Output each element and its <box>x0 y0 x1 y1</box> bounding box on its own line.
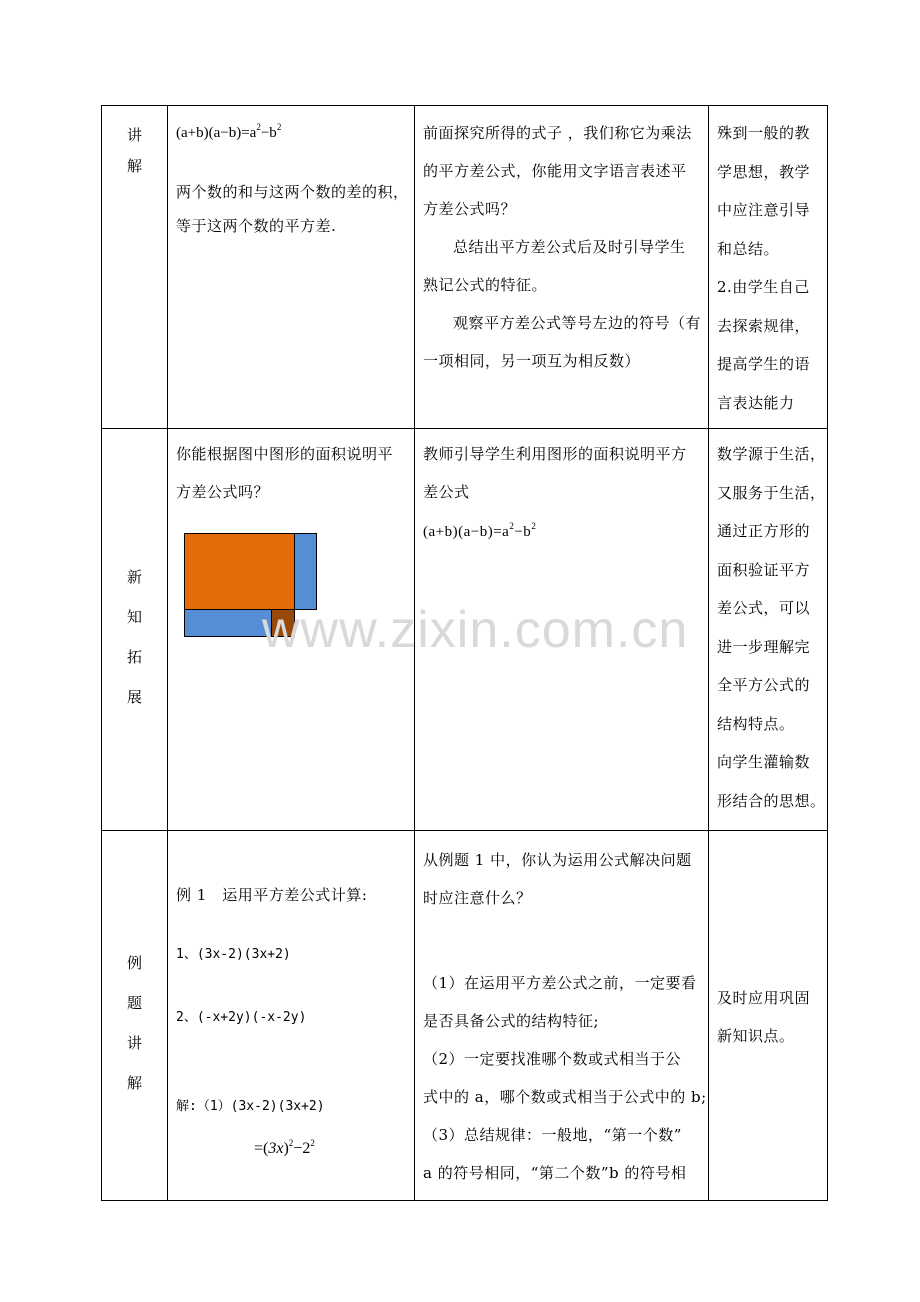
text-line: 一项相同，另一项互为相反数） <box>423 352 641 370</box>
text-line: 和总结。 <box>717 239 780 258</box>
text-line: 面积验证平方 <box>717 560 811 579</box>
text-line: 方差公式吗？ <box>423 200 517 218</box>
text-line: 从例题 1 中，你认为运用公式解决问题 <box>423 851 692 869</box>
text-line: 中应注意引导 <box>717 201 811 219</box>
table-row <box>102 106 828 429</box>
text-line: 2.由学生自己 <box>717 278 810 296</box>
formula: $(a+b)(a-b)=a^2-b^2$ <box>176 122 282 141</box>
text-line: 通过正方形的 <box>717 522 811 540</box>
text-line: 言表达能力 <box>717 393 795 412</box>
text-line: 观察平方差公式等号左边的符号（有 <box>453 314 702 332</box>
stage-cell <box>102 429 168 831</box>
text-line: 差公式，可以 <box>717 599 811 617</box>
corner-square <box>272 610 295 637</box>
bottom-strip <box>185 610 272 637</box>
text-line: 总结出平方差公式后及时引导学生 <box>453 238 686 256</box>
text-line: 前面探究所得的式子 ，我们称它为乘法 <box>423 124 692 142</box>
content-cell <box>168 831 415 1201</box>
teacher-activity-cell <box>415 831 709 1201</box>
table-row <box>102 831 828 1201</box>
text-line: 去探索规律， <box>717 316 811 335</box>
text-line: 进一步理解完 <box>717 637 811 656</box>
text-line: 你能根据图中图形的面积说明平 <box>176 445 394 463</box>
text-line: （3）总结规律：一般地，“第一个数” <box>423 1126 682 1144</box>
stage-char: 讲 <box>126 1034 142 1052</box>
text-line: 时应注意什么？ <box>423 889 532 907</box>
stage-char: 展 <box>126 688 142 706</box>
example-title: 例 1 运用平方差公式计算: <box>176 886 368 904</box>
text-line: 等于这两个数的平方差. <box>176 217 337 235</box>
text-line: 及时应用巩固 <box>717 989 811 1007</box>
design-intent-cell <box>709 831 828 1201</box>
solution-step: $=(3x)^2-2^2$ <box>254 1138 315 1157</box>
content-cell <box>168 429 415 831</box>
exercise-item: 1、(3x-2)(3x+2) <box>176 947 291 962</box>
text-line: a 的符号相同，“第二个数”b 的符号相 <box>423 1164 687 1182</box>
stage-char: 新 <box>126 568 142 586</box>
text-line: 又服务于生活， <box>717 483 826 502</box>
text-line: （1）在运用平方差公式之前，一定要看 <box>423 974 697 992</box>
text-line: 全平方公式的 <box>717 676 811 694</box>
area-diagram <box>184 533 324 643</box>
stage-char: 讲 <box>126 126 142 144</box>
design-intent-cell <box>709 429 828 831</box>
text-line: 新知识点。 <box>717 1027 795 1045</box>
text-line: 教师引导学生利用图形的面积说明平方 <box>423 445 687 463</box>
table-row <box>102 429 828 831</box>
text-line: 差公式 <box>423 483 470 501</box>
stage-char: 解 <box>126 157 142 175</box>
stage-cell <box>102 831 168 1201</box>
text-line: 结构特点。 <box>717 714 795 733</box>
text-line: 方差公式吗？ <box>176 483 270 501</box>
text-line: 熟记公式的特征。 <box>423 276 548 294</box>
stage-cell <box>102 106 168 429</box>
stage-char: 知 <box>126 608 142 626</box>
solution-line: 解:（1）(3x-2)(3x+2) <box>176 1099 325 1114</box>
formula: $(a+b)(a-b)=a^2-b^2$ <box>423 521 537 540</box>
text-line: 式中的 a，哪个数或式相当于公式中的 b; <box>423 1088 707 1106</box>
lesson-plan-table <box>101 105 828 1201</box>
text-line: 向学生灌输数 <box>717 753 811 771</box>
teacher-activity-cell <box>415 429 709 831</box>
text-line: 数学源于生活， <box>717 445 826 463</box>
stage-char: 题 <box>126 994 142 1012</box>
large-square <box>185 534 295 610</box>
text-line: 是否具备公式的结构特征; <box>423 1012 600 1030</box>
right-strip <box>295 534 317 610</box>
stage-char: 拓 <box>126 648 142 666</box>
text-line: 的平方差公式，你能用文字语言表述平 <box>423 162 687 180</box>
content-cell <box>168 106 415 429</box>
text-line: 两个数的和与这两个数的差的积， <box>176 183 409 201</box>
design-intent-cell <box>709 106 828 429</box>
text-line: （2）一定要找准哪个数或式相当于公 <box>423 1050 682 1068</box>
watermark: www.zixin.com.cn <box>262 601 689 659</box>
stage-char: 解 <box>126 1074 142 1092</box>
teacher-activity-cell <box>415 106 709 429</box>
text-line: 殊到一般的教 <box>717 124 811 142</box>
exercise-item: 2、(-x+2y)(-x-2y) <box>176 1010 307 1025</box>
text-line: 学思想，教学 <box>717 162 811 181</box>
stage-char: 例 <box>126 954 142 972</box>
text-line: 形结合的思想。 <box>717 791 826 810</box>
text-line: 提高学生的语 <box>717 355 811 373</box>
